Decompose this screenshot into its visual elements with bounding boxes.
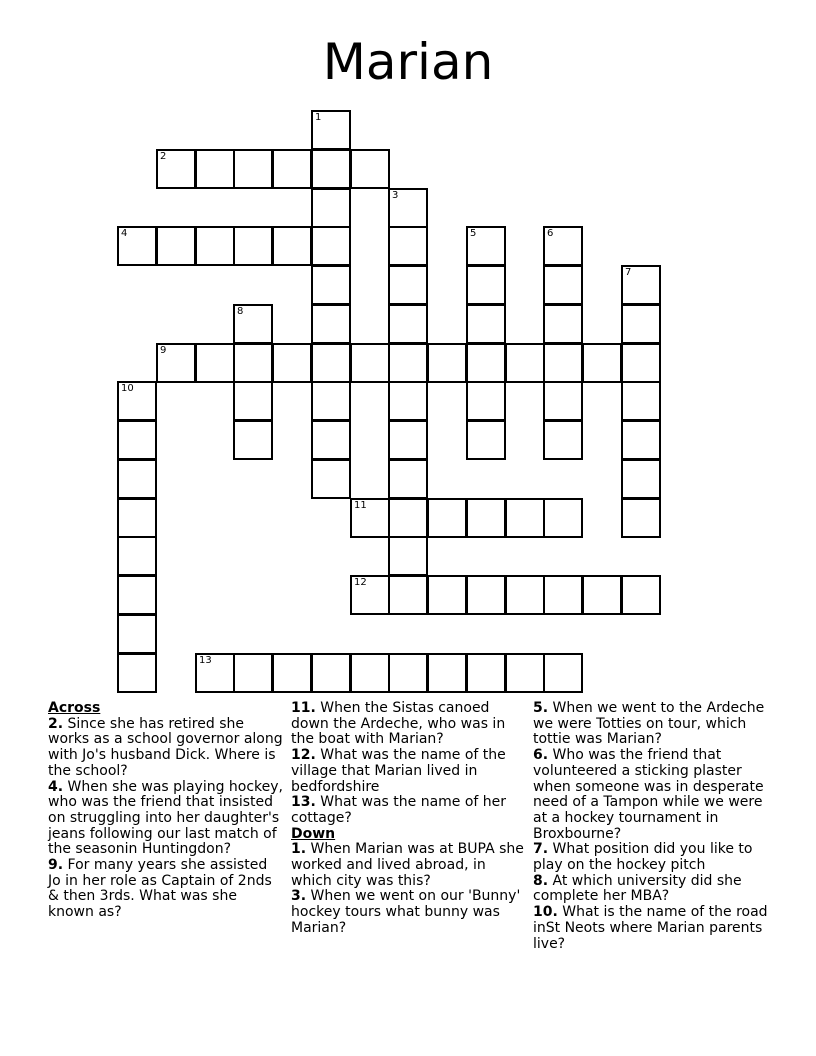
clue-across-4: 4. When she was playing hockey, who was the friend that insisted on struggling into her daughter's jeans following our last match of the seasonin Huntingdon? [48,778,284,858]
puzzle-title: Marian [322,33,494,91]
clues-column-1 [48,701,284,921]
grid-cell[interactable] [156,343,196,383]
grid-cell[interactable] [582,575,622,615]
grid-cell[interactable] [311,149,351,189]
grid-cell[interactable] [388,265,428,305]
grid-cell[interactable] [505,575,545,615]
clue-number: 5 [470,228,477,239]
grid-cell[interactable] [505,653,545,693]
grid-cell[interactable] [350,653,390,693]
grid-cell[interactable] [233,226,273,266]
grid-cell[interactable] [466,420,506,460]
grid-cell[interactable] [543,265,583,305]
clue-down-1: 1. When Marian was at BUPA she worked and lived abroad, in which city was this? [291,841,524,889]
grid-cell[interactable] [311,265,351,305]
grid-cell[interactable] [621,420,661,460]
clue-number: 8 [237,306,244,317]
clue-number: 1 [315,112,322,123]
grid-cell[interactable] [117,226,157,266]
grid-cell[interactable] [311,653,351,693]
grid-cell[interactable] [388,420,428,460]
grid-cell[interactable] [543,498,583,538]
grid-cell[interactable] [505,498,545,538]
grid-cell[interactable] [117,653,157,693]
grid-cell[interactable] [388,381,428,421]
grid-cell[interactable] [156,149,196,189]
grid-cell[interactable] [350,498,390,538]
clue-number: 10 [121,383,134,394]
grid-cell[interactable] [466,226,506,266]
clue-number: 9 [160,345,167,356]
clue-number: 6 [547,228,554,239]
grid-cell[interactable] [543,381,583,421]
grid-cell[interactable] [311,420,351,460]
grid-cell[interactable] [582,343,622,383]
grid-cell[interactable] [388,575,428,615]
clue-across-11: 11. When the Sistas canoed down the Ardeche, who was in the boat with Marian? [291,700,506,748]
grid-cell[interactable] [466,304,506,344]
grid-cell[interactable] [621,459,661,499]
grid-cell[interactable] [621,498,661,538]
clue-number: 11 [354,500,367,511]
grid-cell[interactable] [117,381,157,421]
grid-cell[interactable] [466,653,506,693]
down-heading: Down [291,825,336,842]
clue-across-9: 9. For many years she assisted Jo in her role as Captain of 2nds & then 3rds. What was she known as? [48,857,272,921]
grid-cell[interactable] [621,575,661,615]
grid-cell[interactable] [156,226,196,266]
grid-cell[interactable] [117,536,157,576]
grid-cell[interactable] [427,575,467,615]
grid-cell[interactable] [272,653,312,693]
grid-cell[interactable] [350,575,390,615]
grid-cell[interactable] [427,498,467,538]
grid-cell[interactable] [388,226,428,266]
clue-across-12: 12. What was the name of the village that Marian lived in bedfordshire [291,747,506,795]
grid-cell[interactable] [195,149,235,189]
grid-cell[interactable] [505,343,545,383]
grid-cell[interactable] [621,343,661,383]
clue-down-6: 6. Who was the friend that volunteered a sticking plaster when someone was in desperate need of a Tampon while we were at a hockey tournament in Broxbourne? [533,747,764,842]
grid-cell[interactable] [388,536,428,576]
grid-cell[interactable] [621,265,661,305]
grid-cell[interactable] [117,575,157,615]
grid-cell[interactable] [466,381,506,421]
grid-cell[interactable] [621,381,661,421]
clue-down-8: 8. At which university did she complete her MBA? [533,872,742,905]
grid-cell[interactable] [311,188,351,228]
grid-cell[interactable] [272,149,312,189]
grid-cell[interactable] [233,149,273,189]
grid-cell[interactable] [388,498,428,538]
across-heading: Across [48,700,101,716]
clue-across-2: 2. Since she has retired she works as a school governor along with Jo's husband Dick. Where is the school? [48,715,283,779]
clues-column-3 [533,701,769,952]
grid-cell[interactable] [543,343,583,383]
clues-column-2 [291,701,527,937]
grid-cell[interactable] [272,226,312,266]
grid-cell[interactable] [543,420,583,460]
grid-cell[interactable] [466,575,506,615]
grid-cell[interactable] [117,614,157,654]
grid-cell[interactable] [543,575,583,615]
clue-number: 3 [392,190,399,201]
clue-down-7: 7. What position did you like to play on the hockey pitch [533,841,753,874]
grid-cell[interactable] [543,653,583,693]
grid-cell[interactable] [466,265,506,305]
grid-cell[interactable] [388,653,428,693]
grid-cell[interactable] [233,304,273,344]
grid-cell[interactable] [272,343,312,383]
clue-down-10: 10. What is the name of the road inSt Neots where Marian parents live? [533,904,768,952]
grid-cell[interactable] [388,343,428,383]
grid-cell[interactable] [233,381,273,421]
clue-number: 2 [160,151,167,162]
grid-cell[interactable] [311,110,351,150]
clue-down-5: 5. When we went to the Ardeche we were Totties on tour, which tottie was Marian? [533,700,765,748]
grid-cell[interactable] [233,420,273,460]
grid-cell[interactable] [117,459,157,499]
grid-cell[interactable] [466,498,506,538]
grid-cell[interactable] [311,381,351,421]
grid-cell[interactable] [195,343,235,383]
grid-cell[interactable] [388,304,428,344]
grid-cell[interactable] [195,226,235,266]
clue-number: 4 [121,228,128,239]
grid-cell[interactable] [233,343,273,383]
clue-number: 13 [199,655,212,666]
grid-cell[interactable] [117,420,157,460]
grid-cell[interactable] [543,304,583,344]
grid-cell[interactable] [388,188,428,228]
clue-across-13: 13. What was the name of her cottage? [291,794,507,826]
clue-number: 7 [625,267,632,278]
clue-number: 12 [354,577,367,588]
grid-cell[interactable] [427,653,467,693]
grid-cell[interactable] [311,304,351,344]
grid-cell[interactable] [350,343,390,383]
grid-cell[interactable] [621,304,661,344]
grid-cell[interactable] [388,459,428,499]
grid-cell[interactable] [543,226,583,266]
grid-cell[interactable] [466,343,506,383]
grid-cell[interactable] [117,498,157,538]
grid-cell[interactable] [350,149,390,189]
grid-cell[interactable] [195,653,235,693]
grid-cell[interactable] [311,459,351,499]
grid-cell[interactable] [427,343,467,383]
grid-cell[interactable] [233,653,273,693]
grid-cell[interactable] [311,226,351,266]
clue-down-3: 3. When we went on our 'Bunny' hockey tours what bunny was Marian? [291,888,521,936]
grid-cell[interactable] [311,343,351,383]
